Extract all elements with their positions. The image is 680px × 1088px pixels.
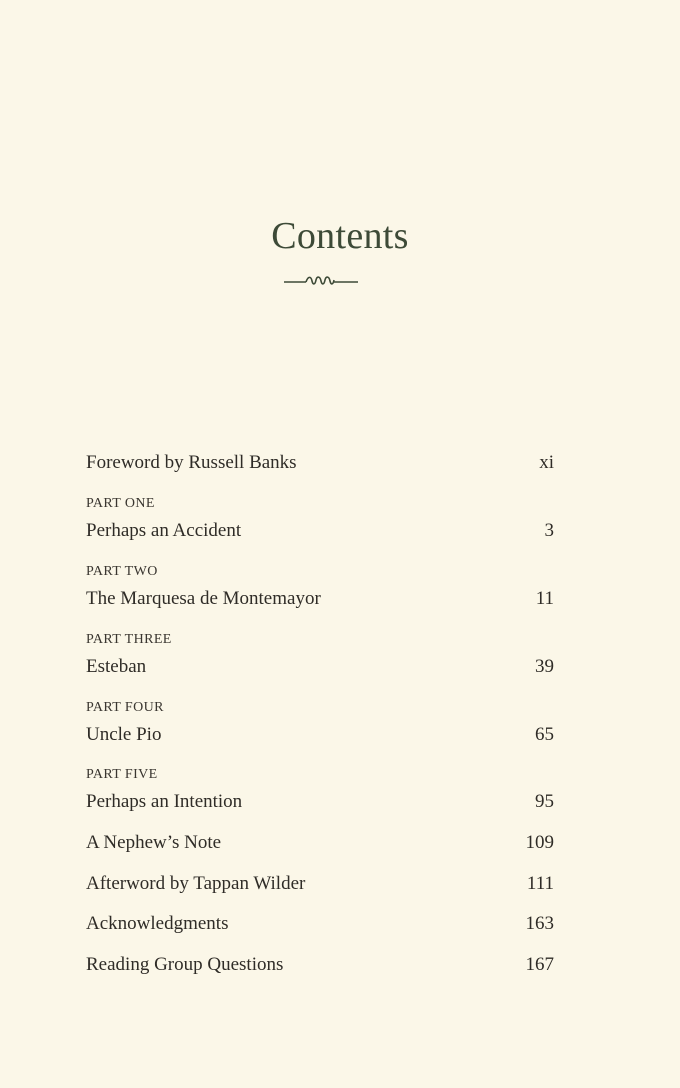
toc-row[interactable] xyxy=(86,452,554,478)
toc-row[interactable] xyxy=(86,588,554,614)
entry-title[interactable]: Acknowledgments xyxy=(86,913,229,934)
ornament-divider-icon xyxy=(284,272,358,288)
entry-title[interactable]: Afterword by Tappan Wilder xyxy=(86,873,306,894)
entry-title[interactable]: Uncle Pio xyxy=(86,724,162,745)
entry-page: xi xyxy=(539,452,554,473)
part-label: PART TWO xyxy=(86,564,158,579)
entry-title[interactable]: Foreword by Russell Banks xyxy=(86,452,297,473)
entry-page: 3 xyxy=(544,520,554,541)
entry-page: 111 xyxy=(526,873,554,894)
entry-title[interactable]: A Nephew’s Note xyxy=(86,832,222,853)
toc-row[interactable] xyxy=(86,954,554,980)
entry-page: 65 xyxy=(535,724,554,745)
entry-page: 109 xyxy=(525,832,554,853)
toc-row[interactable] xyxy=(86,656,554,682)
entry-title[interactable]: The Marquesa de Montemayor xyxy=(86,588,321,609)
toc-row[interactable] xyxy=(86,913,554,939)
toc-row[interactable] xyxy=(86,520,554,546)
part-label: PART THREE xyxy=(86,632,172,647)
entry-page: 39 xyxy=(535,656,554,677)
entry-page: 95 xyxy=(535,791,554,812)
entry-title[interactable]: Reading Group Questions xyxy=(86,954,284,975)
part-label: PART ONE xyxy=(86,496,155,511)
page-title: Contents xyxy=(271,215,409,257)
entry-page: 167 xyxy=(525,954,554,975)
entry-title[interactable]: Esteban xyxy=(86,656,147,677)
entry-page: 11 xyxy=(535,588,554,609)
toc-row[interactable] xyxy=(86,791,554,817)
entry-title[interactable]: Perhaps an Intention xyxy=(86,791,243,812)
entry-page: 163 xyxy=(525,913,554,934)
toc-row[interactable] xyxy=(86,724,554,750)
toc-row[interactable] xyxy=(86,832,554,858)
part-label: PART FOUR xyxy=(86,700,164,715)
part-label: PART FIVE xyxy=(86,767,158,782)
entry-title[interactable]: Perhaps an Accident xyxy=(86,520,242,541)
toc-row[interactable] xyxy=(86,873,554,899)
